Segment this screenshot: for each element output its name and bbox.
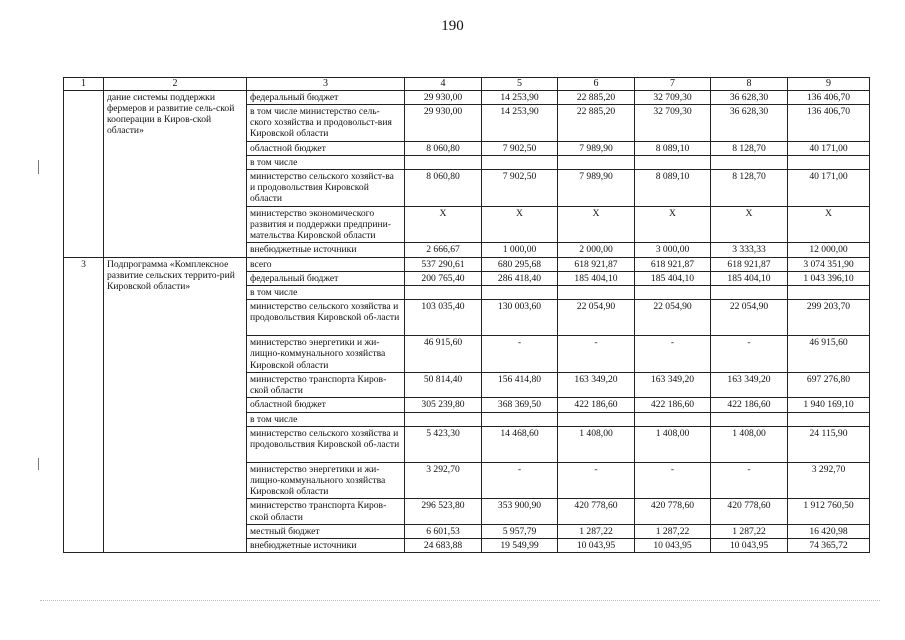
year-value: 6 601,53 (405, 524, 482, 538)
header-cell: 3 (247, 78, 405, 91)
year-value: 8 128,70 (711, 170, 788, 207)
year-value: 680 295,68 (482, 257, 558, 271)
funding-source: местный бюджет (247, 524, 405, 538)
total-value (788, 412, 870, 426)
page-number: 190 (441, 18, 464, 34)
total-value: 16 420,98 (788, 524, 870, 538)
header-cell: 8 (711, 78, 788, 91)
year-value: 296 523,80 (405, 499, 482, 524)
year-value (405, 285, 482, 299)
year-value (482, 412, 558, 426)
year-value: 3 292,70 (405, 462, 482, 499)
year-value: 29 930,00 (405, 90, 482, 104)
year-value: 3 000,00 (635, 243, 711, 257)
total-value: 697 276,80 (788, 372, 870, 397)
year-value (482, 285, 558, 299)
year-value: 8 128,70 (711, 141, 788, 155)
funding-source: министерство сельского хозяйства и продовольствия Кировской об-ласти (247, 300, 405, 336)
year-value: 163 349,20 (711, 372, 788, 397)
year-value: 185 404,10 (711, 271, 788, 285)
year-value: 185 404,10 (635, 271, 711, 285)
year-value: Х (482, 206, 558, 243)
year-value: 19 549,99 (482, 539, 558, 553)
year-value: - (558, 336, 635, 373)
year-value (482, 155, 558, 169)
year-value: 353 900,90 (482, 499, 558, 524)
year-value: 14 468,60 (482, 426, 558, 462)
budget-table (63, 77, 870, 553)
year-value: - (635, 462, 711, 499)
year-value: 1 287,22 (558, 524, 635, 538)
funding-source: министерство транспорта Киров-ской области (247, 499, 405, 524)
year-value: - (558, 462, 635, 499)
year-value: Х (635, 206, 711, 243)
year-value (635, 412, 711, 426)
year-value: 14 253,90 (482, 90, 558, 104)
year-value: 420 778,60 (558, 499, 635, 524)
funding-source: министерство энергетики и жи-лищно-коммунального хозяйства Кировской области (247, 336, 405, 373)
table-body (64, 90, 870, 553)
year-value (711, 412, 788, 426)
table-row (64, 257, 870, 271)
total-value: 3 292,70 (788, 462, 870, 499)
year-value: 156 414,80 (482, 372, 558, 397)
year-value: 29 930,00 (405, 104, 482, 141)
year-value: 32 709,30 (635, 90, 711, 104)
year-value: 8 060,80 (405, 170, 482, 207)
header-cell: 1 (64, 78, 104, 91)
year-value: 46 915,60 (405, 336, 482, 373)
year-value (558, 155, 635, 169)
header-cell: 5 (482, 78, 558, 91)
year-value: 422 186,60 (635, 398, 711, 412)
year-value: 50 814,40 (405, 372, 482, 397)
year-value: 368 369,50 (482, 398, 558, 412)
year-value: Х (558, 206, 635, 243)
funding-source: министерство сельского хозяйства и продовольствия Кировской об-ласти (247, 426, 405, 462)
scan-edge (40, 600, 880, 602)
year-value: 420 778,60 (635, 499, 711, 524)
year-value: 8 060,80 (405, 141, 482, 155)
year-value: 1 287,22 (711, 524, 788, 538)
funding-source: в том числе министерство сель-ского хозяйства и продовольст-вия Кировской области (247, 104, 405, 141)
total-value: 136 406,70 (788, 90, 870, 104)
year-value: 7 902,50 (482, 141, 558, 155)
year-value: 163 349,20 (558, 372, 635, 397)
section-number (64, 90, 104, 257)
year-value (711, 155, 788, 169)
year-value: Х (711, 206, 788, 243)
year-value: 422 186,60 (558, 398, 635, 412)
year-value: 286 418,40 (482, 271, 558, 285)
year-value: 618 921,87 (711, 257, 788, 271)
year-value: 8 089,10 (635, 170, 711, 207)
year-value: 10 043,95 (635, 539, 711, 553)
year-value: 32 709,30 (635, 104, 711, 141)
year-value: 5 957,79 (482, 524, 558, 538)
year-value: 22 054,90 (635, 300, 711, 336)
funding-source: федеральный бюджет (247, 90, 405, 104)
total-value (788, 155, 870, 169)
year-value: 130 003,60 (482, 300, 558, 336)
header-cell: 4 (405, 78, 482, 91)
year-value: 2 000,00 (558, 243, 635, 257)
header-cell: 2 (104, 78, 247, 91)
year-value: Х (405, 206, 482, 243)
funding-source: в том числе (247, 285, 405, 299)
year-value: 1 287,22 (635, 524, 711, 538)
section-number: 3 (64, 257, 104, 553)
year-value: 1 000,00 (482, 243, 558, 257)
year-value: 36 628,30 (711, 104, 788, 141)
year-value: 10 043,95 (711, 539, 788, 553)
year-value: 36 628,30 (711, 90, 788, 104)
header-cell: 6 (558, 78, 635, 91)
year-value: - (711, 336, 788, 373)
funding-source: областной бюджет (247, 398, 405, 412)
year-value: 163 349,20 (635, 372, 711, 397)
year-value: 22 054,90 (711, 300, 788, 336)
year-value: 7 902,50 (482, 170, 558, 207)
funding-source: министерство транспорта Киров-ской области (247, 372, 405, 397)
funding-source: в том числе (247, 412, 405, 426)
funding-source: министерство сельского хозяйст-ва и продовольствия Кировской области (247, 170, 405, 207)
year-value (558, 285, 635, 299)
year-value: - (482, 462, 558, 499)
total-value: 136 406,70 (788, 104, 870, 141)
year-value (405, 412, 482, 426)
total-value: Х (788, 206, 870, 243)
table-row (64, 90, 870, 104)
funding-source: внебюджетные источники (247, 243, 405, 257)
funding-source: министерство экономического развития и поддержки предприни-мательства Кировской области (247, 206, 405, 243)
year-value: 305 239,80 (405, 398, 482, 412)
year-value: 5 423,30 (405, 426, 482, 462)
year-value: 618 921,87 (635, 257, 711, 271)
funding-source: областной бюджет (247, 141, 405, 155)
total-value: 24 115,90 (788, 426, 870, 462)
funding-source: федеральный бюджет (247, 271, 405, 285)
year-value: 618 921,87 (558, 257, 635, 271)
year-value: 24 683,88 (405, 539, 482, 553)
year-value: 22 885,20 (558, 90, 635, 104)
year-value: 1 408,00 (635, 426, 711, 462)
year-value: 22 054,90 (558, 300, 635, 336)
year-value (711, 285, 788, 299)
year-value: 1 408,00 (711, 426, 788, 462)
year-value: - (482, 336, 558, 373)
year-value: 200 765,40 (405, 271, 482, 285)
year-value: 103 035,40 (405, 300, 482, 336)
funding-source: внебюджетные источники (247, 539, 405, 553)
year-value (405, 155, 482, 169)
year-value (635, 285, 711, 299)
section-name: Подпрограмма «Комплексное развитие сельских террито-рий Кировской области» (104, 257, 247, 553)
year-value: 10 043,95 (558, 539, 635, 553)
year-value (558, 412, 635, 426)
year-value: - (711, 462, 788, 499)
total-value: 46 915,60 (788, 336, 870, 373)
total-value: 1 043 396,10 (788, 271, 870, 285)
year-value: 185 404,10 (558, 271, 635, 285)
year-value: 7 989,90 (558, 170, 635, 207)
total-value: 1 940 169,10 (788, 398, 870, 412)
year-value: 420 778,60 (711, 499, 788, 524)
year-value (635, 155, 711, 169)
funding-source: министерство энергетики и жи-лищно-коммунального хозяйства Кировской области (247, 462, 405, 499)
funding-source: в том числе (247, 155, 405, 169)
total-value: 40 171,00 (788, 141, 870, 155)
total-value (788, 285, 870, 299)
year-value: 14 253,90 (482, 104, 558, 141)
total-value: 299 203,70 (788, 300, 870, 336)
total-value: 74 365,72 (788, 539, 870, 553)
header-row (64, 78, 870, 91)
total-value: 12 000,00 (788, 243, 870, 257)
year-value: 8 089,10 (635, 141, 711, 155)
scan-mark (38, 458, 39, 470)
year-value: 422 186,60 (711, 398, 788, 412)
year-value: 1 408,00 (558, 426, 635, 462)
section-name: дание системы поддержки фермеров и развитие сель-ской кооперации в Киров-ской области» (104, 90, 247, 257)
year-value: 3 333,33 (711, 243, 788, 257)
year-value: 537 290,61 (405, 257, 482, 271)
year-value: 7 989,90 (558, 141, 635, 155)
header-cell: 7 (635, 78, 711, 91)
year-value: 2 666,67 (405, 243, 482, 257)
funding-source: всего (247, 257, 405, 271)
total-value: 3 074 351,90 (788, 257, 870, 271)
header-cell: 9 (788, 78, 870, 91)
scan-mark (38, 160, 39, 174)
year-value: 22 885,20 (558, 104, 635, 141)
total-value: 40 171,00 (788, 170, 870, 207)
total-value: 1 912 760,50 (788, 499, 870, 524)
year-value: - (635, 336, 711, 373)
